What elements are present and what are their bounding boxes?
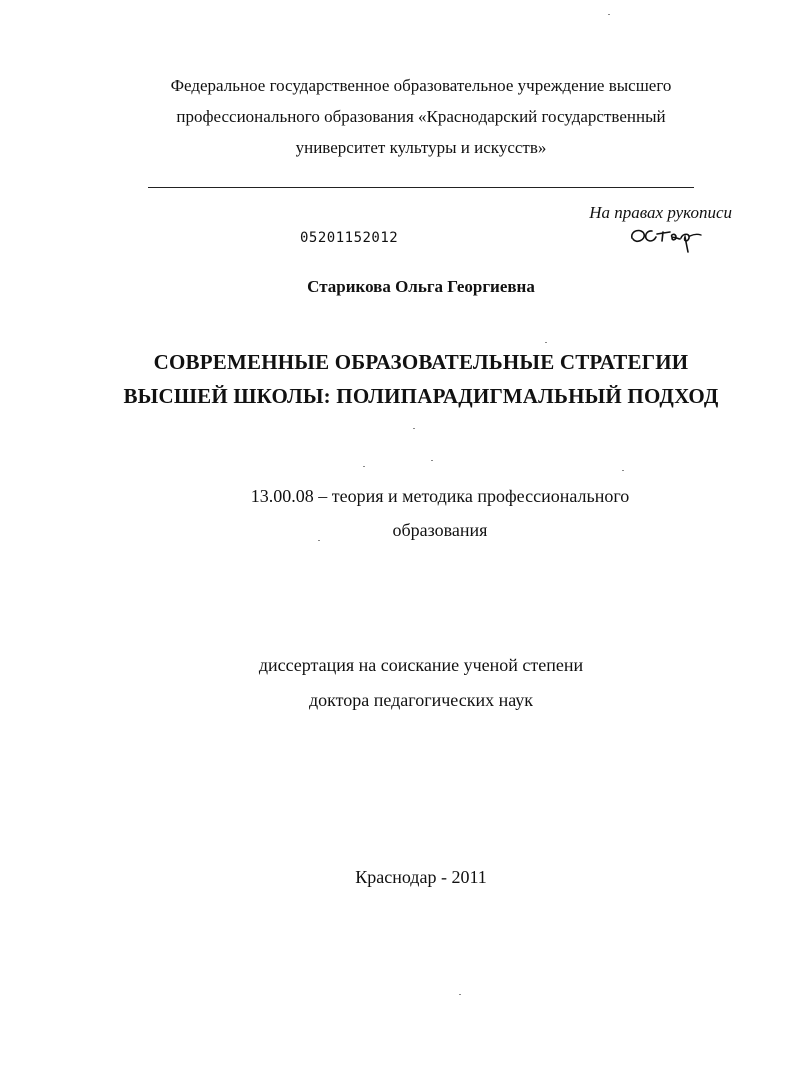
author-name: Старикова Ольга Георгиевна <box>307 277 535 296</box>
specialty-line-2: образования <box>392 520 488 540</box>
manuscript-note: На правах рукописи <box>589 203 732 222</box>
scan-speck <box>545 342 547 343</box>
institution-line-1: Федеральное государственное образовательное учреждение высшего <box>170 76 672 95</box>
scan-speck <box>622 470 624 471</box>
registration-code: 05201152012 <box>300 230 399 246</box>
institution-line-3: университет культуры и искусств» <box>295 138 547 157</box>
scan-speck <box>431 460 433 461</box>
title-line-1: СОВРЕМЕННЫЕ ОБРАЗОВАТЕЛЬНЫЕ СТРАТЕГИИ <box>153 350 689 374</box>
institution-line-2: профессионального образования «Краснодарский государственный <box>176 107 666 126</box>
scan-speck <box>318 540 320 541</box>
place-year: Краснодар - 2011 <box>355 867 487 887</box>
degree-line-1: диссертация на соискание ученой степени <box>258 655 584 675</box>
specialty-line-1: 13.00.08 – теория и методика профессионального <box>250 486 630 506</box>
degree-line-2: доктора педагогических наук <box>308 690 534 710</box>
header-divider <box>148 187 694 188</box>
signature <box>628 222 704 256</box>
scan-speck <box>608 14 610 15</box>
title-line-2: ВЫСШЕЙ ШКОЛЫ: ПОЛИПАРАДИГМАЛЬНЫЙ ПОДХОД <box>123 384 719 408</box>
scan-speck <box>459 994 461 995</box>
scan-speck <box>413 428 415 429</box>
scan-speck <box>363 466 365 467</box>
